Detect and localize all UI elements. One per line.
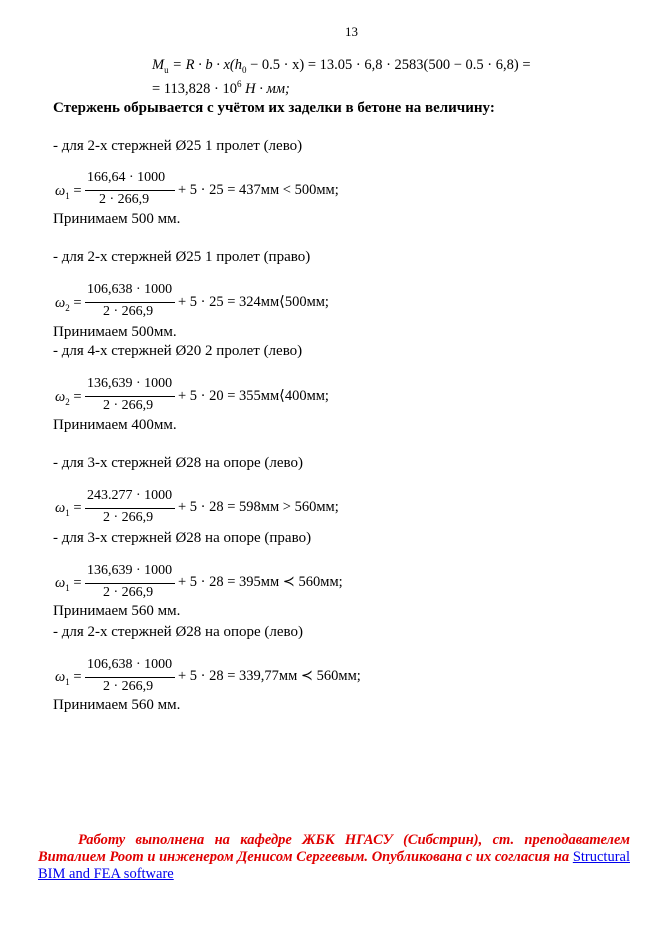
- fraction-denominator: 2 · 266,9: [103, 510, 154, 525]
- formula-tail: + 5 · 28 = 339,77мм ≺ 560мм;: [178, 668, 361, 684]
- moment-exponent: 6: [236, 79, 242, 89]
- moment-line1-tail: = R · b · x(h: [172, 57, 242, 73]
- moment-h-subscript: 0: [242, 65, 247, 75]
- fraction-denominator: 2 · 266,9: [103, 679, 154, 694]
- item-label: - для 2-х стержней Ø28 на опоре (лево): [53, 624, 304, 640]
- footer-text: Работу выполнена на кафедре ЖБК НГАСУ (Сибстрин), ст. преподавателем Виталием Роот и инженером Денисом Сергеевым. Опубликована с их согласия на: [38, 832, 630, 865]
- fraction-bar: [85, 677, 175, 678]
- formula-tail: + 5 · 25 = 437мм < 500мм;: [178, 182, 339, 198]
- omega-symbol: $\omega_2$ =: [55, 295, 82, 313]
- item-label: - для 2-х стержней Ø25 1 пролет (лево): [53, 138, 303, 154]
- formula-tail: + 5 · 28 = 395мм ≺ 560мм;: [178, 574, 343, 590]
- omega-symbol: $\omega_2$ =: [55, 389, 82, 407]
- footer-note: [38, 832, 630, 883]
- result-text: Принимаем 560 мм.: [53, 603, 181, 619]
- fraction-numerator: 136,639 · 1000: [87, 376, 173, 391]
- item-label: - для 2-х стержней Ø25 1 пролет (право): [53, 249, 311, 265]
- section-heading: Стержень обрывается с учётом их заделки в бетоне на величину:: [53, 100, 495, 116]
- fraction-denominator: 2 · 266,9: [103, 304, 154, 319]
- moment-subscript: u: [164, 65, 169, 75]
- fraction-bar: [85, 190, 175, 191]
- result-text: Принимаем 400мм.: [53, 417, 177, 433]
- formula-tail: + 5 · 28 = 598мм > 560мм;: [178, 499, 339, 515]
- fraction-bar: [85, 302, 175, 303]
- omega-symbol: $\omega_1$ =: [55, 183, 82, 201]
- fraction-bar: [85, 396, 175, 397]
- fraction-denominator: 2 · 266,9: [103, 585, 154, 600]
- fraction-numerator: 243.277 · 1000: [87, 488, 173, 503]
- result-text: Принимаем 500 мм.: [53, 211, 181, 227]
- fraction-bar: [85, 508, 175, 509]
- fraction-denominator: 2 · 266,9: [103, 398, 154, 413]
- moment-line1-rest: − 0.5 · x) = 13.05 · 6,8 · 2583(500 − 0.5 · 6,8) =: [246, 57, 531, 73]
- item-label: - для 3-х стержней Ø28 на опоре (лево): [53, 455, 304, 471]
- fraction-numerator: 106,638 · 1000: [87, 282, 173, 297]
- moment-line2-value: = 113,828 · 10: [152, 81, 237, 97]
- result-text: Принимаем 500мм.: [53, 324, 177, 340]
- item-label: - для 4-х стержней Ø20 2 пролет (лево): [53, 343, 303, 359]
- item-label: - для 3-х стержней Ø28 на опоре (право): [53, 530, 312, 546]
- formula-tail: + 5 · 20 = 355мм⟨400мм;: [178, 388, 329, 404]
- formula-tail: + 5 · 25 = 324мм⟨500мм;: [178, 294, 329, 310]
- moment-line2-unit: H · мм;: [241, 81, 290, 97]
- fraction-numerator: 106,638 · 1000: [87, 657, 173, 672]
- result-text: Принимаем 560 мм.: [53, 697, 181, 713]
- moment-formula-line2: [152, 79, 290, 98]
- footer-link[interactable]: Structural BIM and FEA software: [38, 849, 630, 882]
- omega-symbol: $\omega_1$ =: [55, 500, 82, 518]
- fraction-numerator: 136,639 · 1000: [87, 563, 173, 578]
- fraction-denominator: 2 · 266,9: [99, 192, 150, 207]
- moment-formula-line1: [152, 57, 531, 75]
- page-number: 13: [345, 24, 358, 39]
- fraction-bar: [85, 583, 175, 584]
- omega-symbol: $\omega_1$ =: [55, 669, 82, 687]
- omega-symbol: $\omega_1$ =: [55, 575, 82, 593]
- moment-symbol: M: [152, 57, 165, 73]
- fraction-numerator: 166,64 · 1000: [87, 170, 166, 185]
